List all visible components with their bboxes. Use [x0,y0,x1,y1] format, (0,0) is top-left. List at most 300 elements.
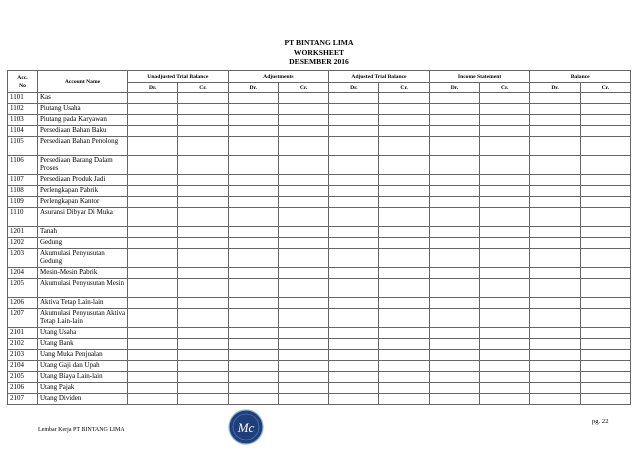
debit-cell [329,279,379,298]
debit-cell [329,238,379,249]
debit-cell [429,361,479,372]
account-number-cell: 1207 [8,309,38,328]
account-number-cell: 1109 [8,197,38,208]
debit-cell [530,361,580,372]
debit-cell [329,93,379,104]
credit-cell [379,361,429,372]
credit-cell [379,93,429,104]
debit-cell [228,93,278,104]
debit-cell [128,186,178,197]
credit-cell [580,298,630,309]
debit-cell [429,328,479,339]
account-name-cell: Akumulasi Penyusutan Gedung [38,249,128,268]
credit-cell [178,279,228,298]
debit-cell [429,372,479,383]
credit-cell [278,197,328,208]
debit-cell [128,227,178,238]
debit-cell [429,249,479,268]
debit-cell [128,197,178,208]
table-row [8,249,631,268]
credit-cell [480,361,530,372]
debit-cell [228,249,278,268]
debit-cell [429,104,479,115]
credit-cell [178,197,228,208]
credit-cell [480,394,530,405]
debit-cell [530,249,580,268]
credit-cell [480,175,530,186]
table-row [8,298,631,309]
debit-cell [429,350,479,361]
credit-cell [379,156,429,175]
credit-cell [278,156,328,175]
credit-cell [278,137,328,156]
credit-cell [278,383,328,394]
account-name-header: Account Name [38,71,128,93]
credit-cell [379,309,429,328]
debit-cell [530,328,580,339]
credit-cell [379,104,429,115]
company-logo [228,409,264,445]
account-name-cell: Utang Dividen [38,394,128,405]
credit-cell [178,208,228,227]
credit-cell [379,115,429,126]
debit-cell [128,156,178,175]
debit-cell [128,126,178,137]
debit-cell [530,197,580,208]
debit-cell [429,394,479,405]
debit-cell [228,156,278,175]
table-row [8,372,631,383]
debit-cell [429,126,479,137]
debit-cell [329,372,379,383]
account-number-cell: 1108 [8,186,38,197]
credit-cell [480,372,530,383]
account-number-cell: 1203 [8,249,38,268]
debit-cell [530,156,580,175]
account-name-cell: Mesin-Mesin Pabrik [38,268,128,279]
credit-cell [379,197,429,208]
debit-cell [128,372,178,383]
table-row [8,238,631,249]
credit-cell [379,383,429,394]
credit-cell [480,208,530,227]
credit-cell [379,298,429,309]
debit-cell [228,208,278,227]
debit-cell [530,126,580,137]
credit-cell [379,339,429,350]
account-number-cell: 1205 [8,279,38,298]
table-row [8,328,631,339]
credit-cell [178,238,228,249]
debit-cell [228,372,278,383]
credit-cell [480,137,530,156]
table-row [8,186,631,197]
credit-cell [278,208,328,227]
debit-cell [128,93,178,104]
account-number-cell: 1104 [8,126,38,137]
credit-cell [278,115,328,126]
page-number: pg. 22 [592,418,609,425]
debit-cell [530,227,580,238]
credit-cell [580,208,630,227]
table-row [8,208,631,227]
account-number-cell: 2104 [8,361,38,372]
account-name-cell: Persediaan Bahan Penolong [38,137,128,156]
account-name-cell: Utang Pajak [38,383,128,394]
document-type: WORKSHEET [293,47,345,57]
credit-cell [379,186,429,197]
credit-cell [580,350,630,361]
debit-cell [429,298,479,309]
credit-cell [480,249,530,268]
period-label: DESEMBER 2016 [289,57,349,67]
table-row [8,115,631,126]
credit-cell [580,361,630,372]
debit-cell [429,175,479,186]
debit-cell [530,372,580,383]
cr-header: Cr. [379,83,429,93]
debit-cell [530,298,580,309]
debit-cell [128,249,178,268]
debit-cell [228,175,278,186]
debit-cell [429,339,479,350]
debit-cell [228,115,278,126]
debit-cell [228,227,278,238]
account-name-cell: Persediaan Produk Jadi [38,175,128,186]
worksheet-title [0,38,638,67]
table-row [8,268,631,279]
cr-header: Cr. [580,83,630,93]
account-number-cell: 2106 [8,383,38,394]
credit-cell [379,268,429,279]
credit-cell [278,93,328,104]
account-number-cell: 1105 [8,137,38,156]
table-row [8,227,631,238]
debit-cell [429,279,479,298]
group-header-adjusted: Adjusted Trial Balance [329,71,430,83]
credit-cell [580,186,630,197]
debit-cell [329,328,379,339]
credit-cell [480,104,530,115]
credit-cell [379,279,429,298]
credit-cell [178,175,228,186]
account-name-cell: Tanah [38,227,128,238]
debit-cell [530,93,580,104]
credit-cell [379,328,429,339]
account-name-cell: Piutang pada Karyawan [38,115,128,126]
debit-cell [128,361,178,372]
credit-cell [580,279,630,298]
group-header-income: Income Statement [429,71,530,83]
credit-cell [178,350,228,361]
credit-cell [480,186,530,197]
debit-cell [329,186,379,197]
debit-cell [329,394,379,405]
credit-cell [379,372,429,383]
credit-cell [278,175,328,186]
credit-cell [178,137,228,156]
credit-cell [580,137,630,156]
credit-cell [178,156,228,175]
credit-cell [278,249,328,268]
debit-cell [530,394,580,405]
credit-cell [480,350,530,361]
debit-cell [329,339,379,350]
credit-cell [178,227,228,238]
credit-cell [480,298,530,309]
table-row [8,383,631,394]
dr-header: Dr. [329,83,379,93]
credit-cell [580,93,630,104]
debit-cell [329,350,379,361]
account-name-cell: Utang Bank [38,339,128,350]
debit-cell [429,227,479,238]
credit-cell [178,115,228,126]
credit-cell [580,197,630,208]
debit-cell [228,126,278,137]
debit-cell [329,197,379,208]
credit-cell [480,126,530,137]
account-number-cell: 2101 [8,328,38,339]
debit-cell [128,350,178,361]
credit-cell [580,339,630,350]
debit-cell [329,137,379,156]
debit-cell [228,361,278,372]
credit-cell [178,249,228,268]
debit-cell [530,350,580,361]
credit-cell [480,268,530,279]
credit-cell [178,328,228,339]
credit-cell [278,126,328,137]
debit-cell [228,186,278,197]
worksheet-body [8,93,631,405]
cr-header: Cr. [480,83,530,93]
debit-cell [329,126,379,137]
group-header-unadjusted: Unadjusted Trial Balance [128,71,229,83]
table-row [8,197,631,208]
debit-cell [128,115,178,126]
table-row [8,156,631,175]
worksheet-table [7,70,631,405]
debit-cell [429,186,479,197]
credit-cell [278,394,328,405]
credit-cell [278,309,328,328]
table-row [8,137,631,156]
dr-header: Dr. [228,83,278,93]
credit-cell [379,175,429,186]
table-row [8,104,631,115]
account-number-cell: 2103 [8,350,38,361]
debit-cell [329,361,379,372]
debit-cell [530,186,580,197]
credit-cell [580,175,630,186]
credit-cell [178,372,228,383]
acc-no-header: Acc. No [8,71,38,93]
credit-cell [580,156,630,175]
debit-cell [228,298,278,309]
debit-cell [228,339,278,350]
account-number-cell: 2102 [8,339,38,350]
account-name-cell: Asuransi Dibyar Di Muka [38,208,128,227]
debit-cell [128,309,178,328]
credit-cell [178,186,228,197]
debit-cell [530,175,580,186]
credit-cell [580,394,630,405]
account-number-cell: 1107 [8,175,38,186]
credit-cell [178,126,228,137]
debit-cell [429,268,479,279]
credit-cell [178,361,228,372]
debit-cell [228,394,278,405]
credit-cell [178,104,228,115]
debit-cell [329,156,379,175]
credit-cell [178,394,228,405]
debit-cell [530,104,580,115]
credit-cell [480,339,530,350]
table-row [8,93,631,104]
debit-cell [128,238,178,249]
account-name-cell: Akumulasi Penyusutan Aktiva Tetap Lain-lain [38,309,128,328]
credit-cell [278,350,328,361]
credit-cell [480,197,530,208]
debit-cell [128,137,178,156]
credit-cell [580,115,630,126]
credit-cell [379,137,429,156]
debit-cell [329,104,379,115]
debit-cell [329,208,379,227]
debit-cell [128,298,178,309]
account-name-cell: Persediaan Barang Dalam Proses [38,156,128,175]
cr-header: Cr. [278,83,328,93]
account-number-cell: 2105 [8,372,38,383]
credit-cell [379,208,429,227]
debit-cell [329,249,379,268]
credit-cell [278,104,328,115]
credit-cell [580,372,630,383]
debit-cell [128,339,178,350]
credit-cell [379,238,429,249]
table-row [8,175,631,186]
debit-cell [530,383,580,394]
debit-cell [429,383,479,394]
account-name-cell: Aktiva Tetap Lain-lain [38,298,128,309]
group-header-adjustments: Adjustments [228,71,329,83]
credit-cell [178,93,228,104]
debit-cell [530,137,580,156]
credit-cell [379,227,429,238]
debit-cell [429,197,479,208]
debit-cell [128,175,178,186]
credit-cell [178,298,228,309]
debit-cell [329,227,379,238]
credit-cell [278,279,328,298]
credit-cell [480,309,530,328]
credit-cell [379,394,429,405]
credit-cell [278,186,328,197]
credit-cell [178,383,228,394]
debit-cell [429,309,479,328]
debit-cell [228,268,278,279]
debit-cell [429,208,479,227]
account-number-cell: 1106 [8,156,38,175]
account-number-cell: 1202 [8,238,38,249]
debit-cell [128,104,178,115]
debit-cell [128,383,178,394]
debit-cell [530,208,580,227]
account-name-cell: Uang Muka Penjualan [38,350,128,361]
credit-cell [480,93,530,104]
credit-cell [480,279,530,298]
debit-cell [329,383,379,394]
account-number-cell: 1102 [8,104,38,115]
debit-cell [429,137,479,156]
credit-cell [278,268,328,279]
account-number-cell: 1206 [8,298,38,309]
cr-header: Cr. [178,83,228,93]
credit-cell [178,309,228,328]
credit-cell [580,227,630,238]
credit-cell [480,238,530,249]
account-name-cell: Gedung [38,238,128,249]
credit-cell [480,156,530,175]
table-row [8,394,631,405]
dr-header: Dr. [128,83,178,93]
credit-cell [480,328,530,339]
credit-cell [278,339,328,350]
account-number-cell: 2107 [8,394,38,405]
table-row [8,339,631,350]
credit-cell [580,238,630,249]
credit-cell [580,309,630,328]
debit-cell [329,115,379,126]
debit-cell [530,268,580,279]
debit-cell [530,279,580,298]
debit-cell [429,115,479,126]
debit-cell [530,115,580,126]
credit-cell [580,104,630,115]
debit-cell [228,197,278,208]
account-name-cell: Perlengkapan Kantor [38,197,128,208]
debit-cell [329,298,379,309]
account-name-cell: Perlengkapan Pabrik [38,186,128,197]
table-row [8,361,631,372]
footer-caption: Lembar Kerja PT BINTANG LIMA [38,427,125,433]
credit-cell [379,126,429,137]
debit-cell [228,238,278,249]
debit-cell [128,328,178,339]
table-row [8,309,631,328]
debit-cell [329,268,379,279]
account-name-cell: Akumulasi Penyusutan Mesin [38,279,128,298]
dr-header: Dr. [429,83,479,93]
credit-cell [580,126,630,137]
debit-cell [530,309,580,328]
debit-cell [228,104,278,115]
debit-cell [228,328,278,339]
credit-cell [580,268,630,279]
account-name-cell: Utang Biaya Lain-lain [38,372,128,383]
debit-cell [128,279,178,298]
credit-cell [480,227,530,238]
account-name-cell: Utang Gaji dan Upah [38,361,128,372]
account-name-cell: Persediaan Bahan Baku [38,126,128,137]
dr-header: Dr. [530,83,580,93]
credit-cell [278,372,328,383]
credit-cell [480,115,530,126]
debit-cell [429,156,479,175]
debit-cell [329,175,379,186]
debit-cell [128,208,178,227]
